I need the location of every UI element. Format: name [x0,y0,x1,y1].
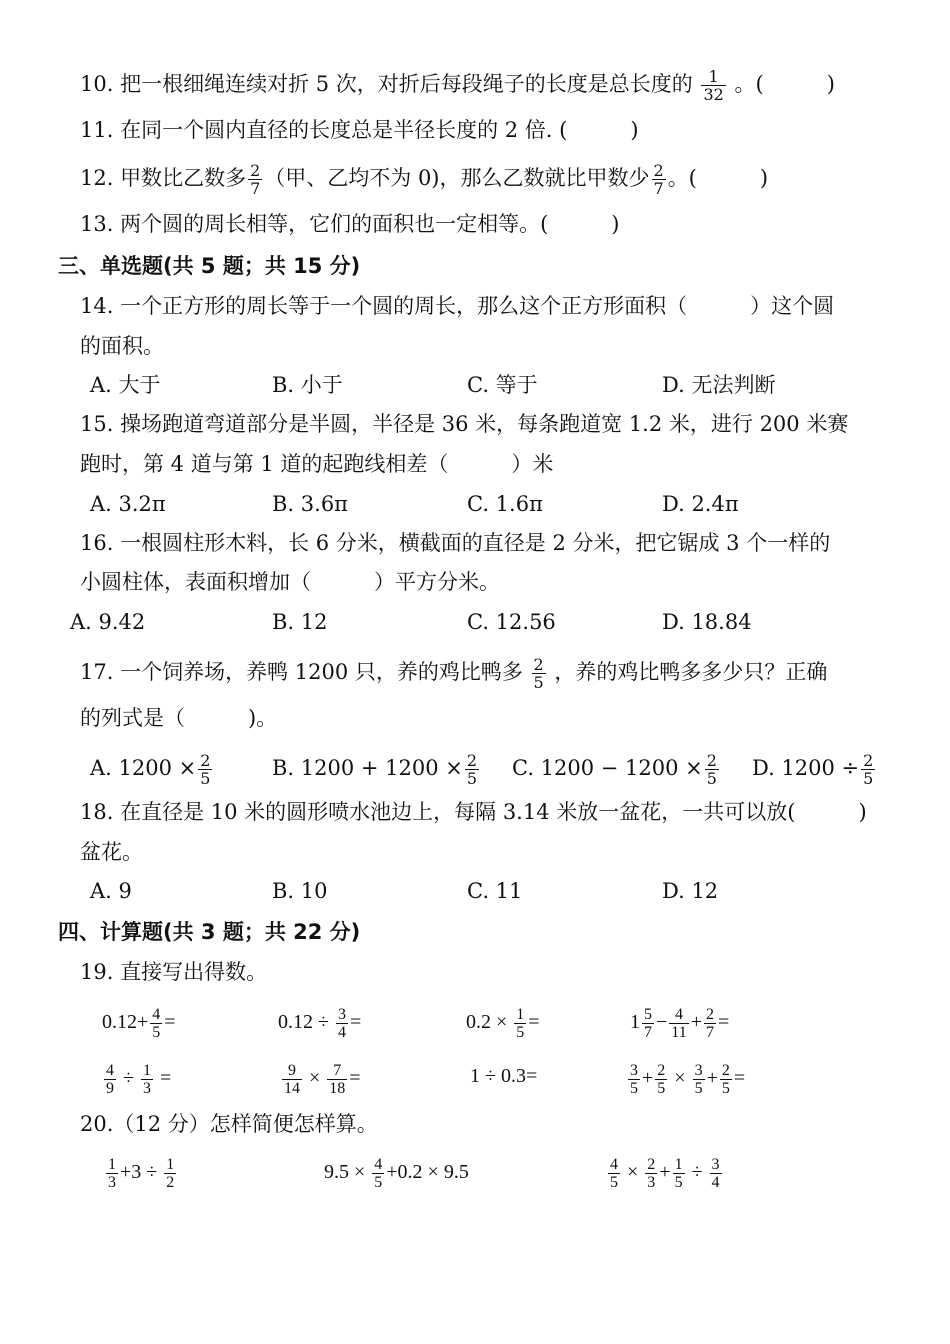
option-d: D. 18.84 [662,610,752,634]
question-14: 14. 一个正方形的周长等于一个圆的周长，那么这个正方形面积（ ）这个圆 [80,294,835,318]
fraction: $\frac{2}{5}$ [863,751,874,788]
question-13: 13. 两个圆的周长相等，它们的面积也一定相等。( ) [80,212,620,236]
option-b: B. 12 [272,610,328,634]
option-d: D. 12 [662,879,719,903]
calc-expression: 1 $\frac{5}{7}$ − $\frac{4}{11}$ + $\frac{2}{7}$ = [630,1006,730,1041]
calc-expression: $\frac{1}{3}$ +3 ÷ $\frac{1}{2}$ [108,1156,175,1191]
option-a: A. 9 [90,879,132,903]
question-14-cont: 的面积。 [80,334,164,358]
calc-expression: 0.12+ $\frac{4}{5}$ = [102,1006,176,1041]
fraction: $\frac{2}{5}$ [533,655,544,692]
calc-expression: 0.2 × $\frac{1}{5}$ = [466,1006,540,1041]
question-16-cont: 小圆柱体，表面积增加（ ）平方分米。 [80,570,500,594]
question-18: 18. 在直径是 10 米的圆形喷水池边上，每隔 3.14 米放一盆花，一共可以放( ) [80,800,867,824]
calc-expression: 0.12 ÷ $\frac{3}{4}$ = [278,1006,362,1041]
question-15: 15. 操场跑道弯道部分是半圆，半径是 36 米，每条跑道宽 1.2 米，进行 200 米赛 [80,412,849,436]
option-b: B. 3.6π [272,492,348,516]
question-17: 17. 一个饲养场，养鸭 1200 只，养的鸡比鸭多 $\frac{2}{5}$ ，养的鸡比鸭多多少只？正确 [80,655,828,692]
option-c: C. 1200 − 1200 × $\frac{2}{5}$ [512,751,717,788]
option-c: C. 等于 [467,373,538,397]
option-a: A. 大于 [90,373,161,397]
fraction: $\frac{1}{32}$ [703,67,724,104]
question-16: 16. 一根圆柱形木料，长 6 分米，横截面的直径是 2 分米，把它锯成 3 个一样的 [80,531,831,555]
question-10: 10. 把一根细绳连续对折 5 次，对折后每段绳子的长度是总长度的 $\frac{1}{32}$ 。( ) [80,67,835,104]
question-15-cont: 跑时，第 4 道与第 1 道的起跑线相差（ ）米 [80,452,554,476]
option-c: C. 1.6π [467,492,543,516]
section-heading-4: 四、计算题(共 3 题；共 22 分) [58,920,361,944]
option-c: C. 11 [467,879,523,903]
fraction: $\frac{2}{5}$ [466,751,478,788]
question-11: 11. 在同一个圆内直径的长度总是半径长度的 2 倍. ( ) [80,118,639,142]
calc-expression: 9.5 × $\frac{4}{5}$ +0.2 × 9.5 [324,1156,469,1191]
option-d: D. 无法判断 [662,373,776,397]
calc-expression: 1 ÷ 0.3= [470,1065,538,1087]
option-a: A. 9.42 [70,610,146,634]
question-19: 19. 直接写出得数。 [80,960,268,984]
calc-expression: $\frac{4}{5}$ × $\frac{2}{3}$ + $\frac{1}{5}$ ÷ $\frac{3}{4}$ [610,1156,720,1191]
option-b: B. 小于 [272,373,343,397]
option-c: C. 12.56 [467,610,556,634]
option-d: D. 1200 ÷ $\frac{2}{5}$ [752,751,874,788]
fraction: $\frac{2}{7}$ [250,161,261,198]
fraction: $\frac{2}{5}$ [706,751,717,788]
question-12: 12. 甲数比乙数多 $\frac{2}{7}$ （甲、乙均不为 0)，那么乙数就比甲数少 $\frac{2}{7}$ 。( ) [80,161,769,198]
fraction: $\frac{2}{5}$ [200,751,211,788]
question-17-cont: 的列式是（ )。 [80,706,278,730]
question-18-cont: 盆花。 [80,840,143,864]
option-b: B. 1200 + 1200 × $\frac{2}{5}$ [272,751,478,788]
option-a: A. 1200 × $\frac{2}{5}$ [90,751,211,788]
calc-expression: $\frac{4}{9}$ ÷ $\frac{1}{3}$ = [106,1062,172,1097]
option-b: B. 10 [272,879,328,903]
section-heading-3: 三、单选题(共 5 题；共 15 分) [58,254,361,278]
question-20: 20.（12 分）怎样简便怎样算。 [80,1112,378,1136]
fraction: $\frac{2}{7}$ [653,161,664,198]
calc-expression: $\frac{3}{5}$ + $\frac{2}{5}$ × $\frac{3}{5}$ + $\frac{2}{5}$ = [630,1062,746,1097]
option-a: A. 3.2π [90,492,166,516]
option-d: D. 2.4π [662,492,739,516]
calc-expression: $\frac{9}{14}$ × $\frac{7}{18}$ = [284,1062,361,1097]
